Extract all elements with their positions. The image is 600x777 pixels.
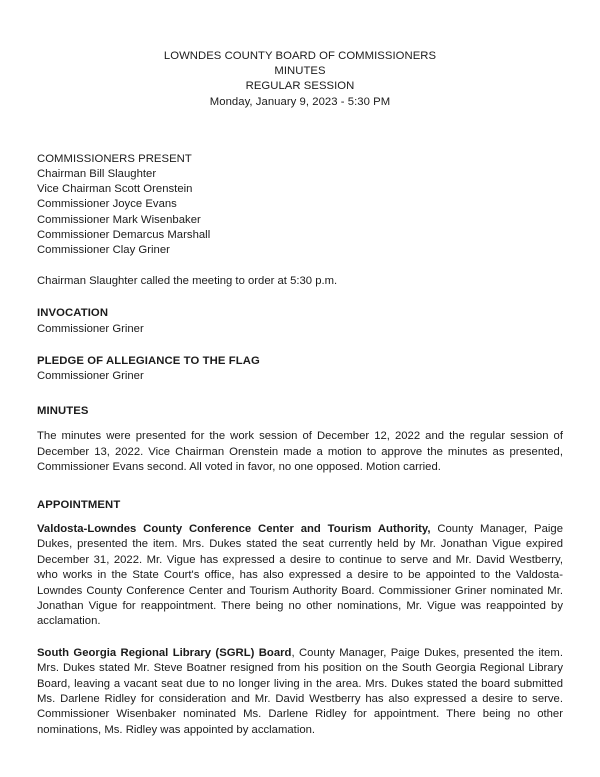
appointment-item-body: , County Manager, Paige Dukes, presented the item. Mrs. Dukes stated Mr. Steve Boatner resigned from his position on the South Georgia Regional Library Board, leaving a vacant seat due to no longer living in the area. Mrs. Dukes stated the board submitted Ms. Darlene Ridley for consideration and Mr. David Westberry has also expressed a desire to serve. Commissioner Wisenbaker nominated Ms. Darlene Ridley for appointment. There being no other nominations, Ms. Ridley was appointed by acclamation. (37, 646, 563, 736)
pledge-heading: PLEDGE OF ALLEGIANCE TO THE FLAG (37, 354, 260, 367)
pledge-section (37, 354, 563, 384)
list-item: Commissioner Clay Griner (37, 244, 170, 257)
appointment-item-lead: Valdosta-Lowndes County Conference Center and Tourism Authority, (37, 522, 431, 535)
pledge-by: Commissioner Griner (37, 370, 144, 383)
commissioners-present-block (37, 152, 563, 258)
call-to-order-text: Chairman Slaughter called the meeting to order at 5:30 p.m. (37, 275, 338, 288)
header-line-minutes: MINUTES (274, 65, 326, 78)
invocation-section (37, 306, 563, 336)
appointment-item-lead: South Georgia Regional Library (SGRL) Board (37, 646, 292, 659)
list-item: Commissioner Mark Wisenbaker (37, 213, 201, 226)
list-item: Commissioner Joyce Evans (37, 198, 177, 211)
commissioners-present-heading: COMMISSIONERS PRESENT (37, 152, 192, 165)
list-item: Chairman Bill Slaughter (37, 168, 157, 181)
appointment-item (37, 646, 563, 738)
appointment-section (37, 498, 563, 738)
invocation-by: Commissioner Griner (37, 322, 144, 335)
header-line-datetime: Monday, January 9, 2023 - 5:30 PM (209, 95, 391, 108)
appointment-item (37, 522, 563, 630)
list-item: Commissioner Demarcus Marshall (37, 228, 211, 241)
appointment-heading: APPOINTMENT (37, 498, 121, 511)
invocation-heading: INVOCATION (37, 307, 109, 320)
header-line-session-type: REGULAR SESSION (245, 80, 355, 93)
header-line-board-title: LOWNDES COUNTY BOARD OF COMMISSIONERS (163, 50, 437, 62)
minutes-section (37, 404, 563, 475)
list-item: Vice Chairman Scott Orenstein (37, 183, 193, 196)
minutes-heading: MINUTES (37, 405, 89, 418)
document-header (37, 49, 563, 110)
minutes-body: The minutes were presented for the work session of December 12, 2022 and the regular session of December 13, 2022. Vice Chairman Orenstein made a motion to approve the minutes as presented, Commissioner Evans second. All voted in favor, no one opposed. Motion carried. (37, 430, 563, 474)
appointment-item-body: County Manager, Paige Dukes, presented the item. Mrs. Dukes stated the seat currently held by Mr. Jonathan Vigue expired December 31, 2022. Mr. Vigue has expressed a desire to continue to serve and Mr. David Westberry, who works in the State Court's office, has also expressed a desire to be appointed to the Valdosta-Lowndes County Conference Center and Tourism Authority Board. Commissioner Griner nominated Mr. Jonathan Vigue for reappointment. There being no other nominations, Mr. Vigue was reappointed by acclamation. (37, 522, 563, 628)
document-content (37, 0, 563, 749)
commissioners-present-list (37, 167, 563, 258)
